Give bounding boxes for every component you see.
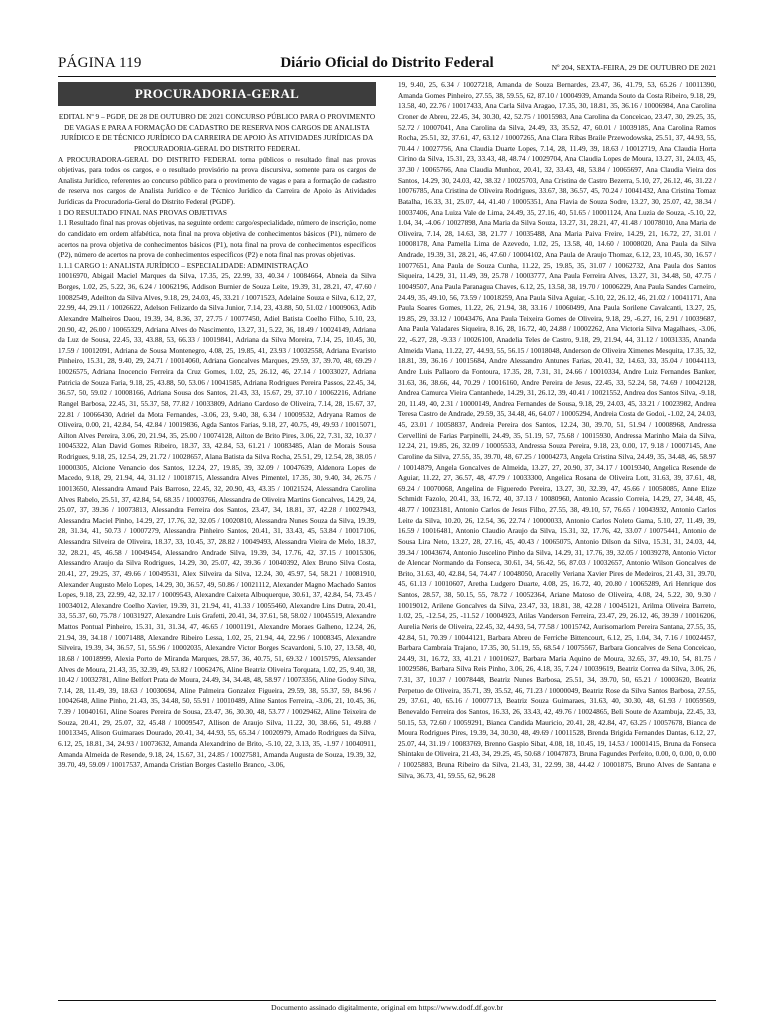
publication-title: Diário Oficial do Distrito Federal <box>280 55 494 71</box>
left-column <box>58 80 376 986</box>
page-footer: Documento assinado digitalmente, original em https://www.dodf.df.gov.br <box>58 1000 716 1015</box>
results-list-right: 19, 9.40, 25, 6.34 / 10027218, Amanda de Souza Bernardes, 23.47, 36, 41.79, 53, 65.26 / 10011390, Amanda Gomes Pinheiro, 27.55, 38, 59.55, 62, 87.10 / 10004939, Amanda Souto da Costa Ribeiro, 9.18, 29, 13.58, 40, 22.76 / 10017433, Ana Carla Silva Aragao, 17.35, 30, 18.81, 35, 36.16 / 10006984, Ana Carolina Croner de Abreu, 22.45, 34, 30.30, 42, 52.75 / 10015983, Ana Carolina da Conceicao, 23.47, 30, 29.25, 35, 52.72 / 10007041, Ana Carolina da Silva, 24.49, 33, 35.52, 47, 60.01 / 10039185, Ana Carolina Ramos Rocha, 25.51, 32, 37.61, 47, 63.12 / 10007265, Ana Clara Ribas Braile Przewodowska, 25.51, 37, 44.93, 55, 70.44 / 10027756, Ana Claudia Duarte Lopes, 7.14, 28, 11.49, 39, 18.63 / 10012719, Ana Claudia Horta Cirino da Silva, 15.31, 23, 33.43, 48, 48.74 / 10029704, Ana Claudia Lopes de Moura, 13.27, 31, 24.03, 45, 37.30 / 10065766, Ana Claudia Munhoz, 20.41, 32, 33.43, 48, 53.84 / 10065697, Ana Claudia Vieira dos Santos, 14.29, 30, 24.03, 42, 38.32 / 10025703, Ana Cristina de Castro Bezerra, 5.10, 27, 26.12, 46, 31.22 / 10076785, Ana Cristina de Oliveira Rodrigues, 33.67, 38, 36.57, 45, 70.24 / 10041432, Ana Cristina Tomaz Batalha, 16.33, 31, 25.07, 44, 41.40 / 10005351, Ana Flavia de Souza Sodre, 13.27, 30, 25.07, 42, 38.34 / 10037406, Ana Luiza Vale de Lima, 24.49, 35, 27.16, 40, 51.65 / 10001124, Ana Luzia de Souza, -5.10, 22, 1.04, 34, -4.06 / 10027898, Ana Maria da Silva Souza, 13.27, 31, 28.21, 47, 41.48 / 10078010, Ana Maria de Oliveira, 7.14, 28, 14.63, 38, 21.77 / 10035488, Ana Maria Paiva Freire, 14.29, 21, 16.72, 27, 31.01 / 10008178, Ana Pamella Lima de Azevedo, 1.02, 25, 13.58, 40, 14.60 / 10008020, Ana Paula da Silva Andrade, 19.39, 31, 28.21, 46, 47.60 / 10004102, Ana Paula de Araujo Thomaz, 6.12, 23, 10.45, 30, 16.57 / 10077651, Ana Paula de Souza Cunha, 11.22, 25, 19.85, 35, 31.07 / 10062732, Ana Paula dos Santos Siqueira, 14.29, 31, 11.49, 39, 25.78 / 10003777, Ana Paula Ferreira Alves, 13.27, 31, 34.48, 50, 47.75 / 10049507, Ana Paula Paranagua Chaves, 6.12, 25, 13.58, 38, 19.70 / 10006229, Ana Paula Sandes Carneiro, 24.49, 35, 49.10, 56, 73.59 / 10018259, Ana Paula Silva Aguiar, -5.10, 22, 26.12, 46, 21.02 / 10041171, Ana Paula Soares Gomes, 11.22, 26, 21.94, 38, 33.16 / 10060499, Ana Paula Sorilene Cavalcanti, 13.27, 25, 19.85, 29, 33.12 / 10043476, Ana Paula Teixeira Gomes de Oliveira, 9.18, 29, -6.27, 16, 2.91 / 10039687, Ana Paula Valadares Siqueira, 8.16, 28, 16.72, 40, 24.88 / 10002262, Ana Victoria Silva Magalhaes, -3.06, 22, -6.27, 28, -9.33 / 10026100, Anadelia Teles de Castro, 9.18, 29, 21.94, 44, 31.12 / 10031335, Ananda Almeida Viana, 11.22, 27, 44.93, 55, 56.15 / 10018048, Anderson de Oliveira Ximenes Mesquita, 17.35, 32, 18.81, 39, 36.16 / 10015684, Andre Alessandro Antunes Farias, 20.41, 32, 14.63, 33, 35.04 / 10044113, Andre Luis Pallaoro da Fontoura, 17.35, 28, 7.31, 31, 24.66 / 10010334, Andre Luiz Fernandes Banker, 31.63, 36, 38.66, 44, 70.29 / 10016160, Andre Pereira de Jesus, 22.45, 33, 52.24, 58, 74.69 / 10042128, Andrea Camurca Vieira Cantanhede, 14.29, 31, 26.12, 39, 40.41 / 10021552, Andrea dos Santos Silva, -9.18, 20, 11.49, 40, 2.31 / 10000149, Andrea Fernandes de Sousa, 9.18, 29, 24.03, 45, 33.21 / 10023982, Andrea Teresa Castro de Andrade, 29.59, 35, 34.48, 46, 64.07 / 10005294, Andreia Costa de Godoi, -1.02, 24, 24.03, 45, 23.01 / 10058837, Andreia Pereira dos Santos, 12.24, 30, 39.70, 51, 51.94 / 10008968, Andressa Cervellini de Farias Parpinelli, 24.49, 35, 51.19, 57, 75.68 / 10015930, Andressa Marinho Maia da Silva, 12.24, 21, 19.85, 26, 32.09 / 10005533, Andressa Souza Pereira, 9.18, 23, 0.00, 17, 9.18 / 10007145, Ane Caroline da Silva, 27.55, 35, 39.70, 48, 67.25 / 10004273, Angela Cristina Silva, 24.49, 35, 34.48, 46, 58.97 / 10014879, Angela Goncalves de Almeida, 13.27, 27, 20.90, 37, 34.17 / 10019340, Angelica Resende de Aguiar, 11.22, 27, 36.57, 48, 47.79 / 10033300, Angelica Rosana de Oliveira Lott, 31.63, 39, 37.61, 48, 69.24 / 10070068, Angelina de Figueredo Pereira, 13.27, 30, 32.39, 47, 45.66 / 10058085, Anne Elize Schmidt Fazolo, 20.41, 33, 16.72, 40, 37.13 / 10080960, Antonio Acassio Correia, 14.29, 27, 34.48, 45, 48.77 / 10023181, Antonio Carlos de Jesus Filho, 27.55, 38, 49.10, 57, 76.65 / 10043932, Antonio Carlos Leite da Silva, 10.20, 26, 12.54, 36, 22.74 / 10000033, Antonio Carlos Noleto Gama, 5.10, 27, 11.49, 39, 16.59 / 10016481, Antonio Claudio Araujo da Silva, 15.31, 32, 17.76, 42, 33.07 / 10075441, Antonio de Sousa Lira Neto, 13.27, 28, 27.16, 45, 40.43 / 10065075, Antonio Dilson da Silva, 15.31, 31, 24.03, 44, 39.34 / 10043674, Antonio Juscelino Pinho da Silva, 14.29, 31, 17.76, 39, 32.05 / 10039278, Antonio Victor de Alencar Normando da Fonseca, 30.61, 34, 56.42, 56, 87.03 / 10032657, Antonio Wilson Goncalves de Brito, 31.63, 40, 42.84, 54, 74.47 / 10048050, Aracelly Veriana Xavier Pires de Medeiros, 21.43, 31, 39.70, 45, 61.13 / 10010607, Aretha Ludgero Duarte, 4.08, 25, 16.72, 40, 20.80 / 10065289, Ari Henrique dos Santos, 28.57, 38, 50.15, 55, 78.72 / 10052364, Ariane Matoso de Oliveira, 4.08, 24, 5.22, 30, 9.30 / 10019012, Arilene Goncalves da Silva, 23.47, 33, 18.81, 38, 42.28 / 10045121, Arilma Oliveira Barreto, 1.02, 25, -12.54, 25, -11.52 / 10004923, Atilas Vanderson Ferreira, 23.47, 29, 26.12, 46, 39.39 / 10016206, Aurelia Neris de Oliveira, 22.45, 32, 44.93, 54, 77.58 / 10015742, Aurisomarlom Pereira Santana, 27.55, 35, 42.84, 51, 70.39 / 10044121, Barbara Abreu de Ferriche Bittencourt, 6.12, 25, 1.04, 34, 7.16 / 10024457, Barbara Cambraia Trajano, 17.35, 30, 51.19, 55, 68.54 / 10075567, Barbara Goncalves de Sena Conceicao, 24.49, 31, 16.72, 33, 41.21 / 10010627, Barbara Maria Aquino de Moura, 32.65, 37, 49.10, 54, 81.75 / 10029586, Barbara Silva Reis Pinho, 3.06, 26, 4.18, 35, 7.24 / 10039619, Beatriz Correa da Silva, 3.06, 26, 7.31, 37, 10.37 / 10078448, Beatriz Nunes Barbosa, 25.51, 34, 39.70, 50, 65.21 / 10003620, Beatriz Perpetuo de Oliveira, 35.71, 39, 35.52, 46, 71.23 / 10000049, Beatriz Rose da Silva Santos Barbosa, 27.55, 29, 37.61, 40, 65.16 / 10007713, Beatriz Souza Guimaraes, 31.63, 40, 30.30, 48, 61.93 / 10059569, Benevaldo Ferreira dos Santos, 16.33, 26, 33.43, 42, 49.76 / 10024865, Beli Soute de Azambuja, 22.45, 33, 50.15, 53, 72.60 / 10059291, Bianca Candida Mauricio, 20.41, 28, 42.84, 47, 63.25 / 10057678, Bianca de Moura Rodrigues Pires, 19.39, 34, 30.30, 48, 49.69 / 10011528, Brenda Brigida Fernandes Dantas, 6.12, 27, 25.07, 44, 31.19 / 10083769, Brenno Gaspio Sibat, 4.08, 18, 10.45, 19, 14.53 / 10001415, Bruna da Fonseca Shintaku de Oliveira, 21.43, 34, 29.25, 45, 50.68 / 10047873, Bruna Fagundes Perfeito, 0.00, 0, 0.00, 0, 0.00 / 10025883, Bruna Ribeiro da Silva, 21.43, 31, 22.99, 38, 44.42 / 10001875, Bruno Alves de Santana e Silva, 36.73, 41, 59.55, 62, 96.28 <box>398 80 716 780</box>
item-1: 1 DO RESULTADO FINAL NAS PROVAS OBJETIVAS <box>58 207 227 217</box>
edition-date: Nº 204, SEXTA-FEIRA, 29 DE OUTUBRO DE 2021 <box>551 63 716 72</box>
item-1-1: 1.1 Resultado final nas provas objetivas, na seguinte ordem: cargo/especialidade, número de inscrição, nome do candidato em ordem alfabética, nota final na prova objetiva de conhecimentos básicos (P1), número de acertos na prova objetiva de conhecimentos básicos (P1), nota final na prova de conhecimentos específicos (P2), número de acertos na prova de conhecimentos específicos (P2) e nota final nas provas objetivas. <box>58 218 376 260</box>
edital-intro: A PROCURADORA-GERAL DO DISTRITO FEDERAL torna públicos o resultado final nas provas objetivas, para todos os cargos, e o resultado provisório na prova discursiva, somente para os cargos de Analista Jurídico, referentes ao concurso público para o provimento de vagas e para a formação de cadastro de reserva nos cargos de Analista Jurídico e de Técnico Jurídico da Carreira de Apoio às Atividades Jurídicas da Procuradoria-Geral do Distrito Federal (PGDF). <box>58 154 376 206</box>
right-column <box>398 80 716 986</box>
item-1-1-1: 1.1.1 CARGO 1: ANALISTA JURÍDICO – ESPECIALIDADE: ADMINISTRAÇÃO <box>58 260 309 270</box>
edital-heading: EDITAL Nº 9 – PGDF, DE 28 DE OUTUBRO DE 2021 CONCURSO PÚBLICO PARA O PROVIMENTO DE VAGAS E PARA A FORMAÇÃO DE CADASTRO DE RESERVA NOS CARGOS DE ANALISTA JURÍDICO E DE TÉCNICO JURÍDICO DA CARREIRA DE APOIO ÀS ATIVIDADES JURÍDICAS DA PROCURADORIA-GERAL DO DISTRITO FEDERAL <box>58 112 376 153</box>
section-title: PROCURADORIA-GERAL <box>58 82 376 106</box>
results-list-left: 10016970, Abigail Maciel Marques da Silva, 17.35, 25, 22.99, 33, 40.34 / 10084664, Abneia da Silva Borges, 1.02, 25, 5.22, 36, 6.24 / 10062196, Addison Burnier de Souza Leite, 19.39, 31, 28.21, 47, 47.60 / 10082549, Adeilton da Silva Alves, 9.18, 29, 24.03, 45, 33.21 / 10071523, Adelaine Souza e Silva, 6.12, 27, 22.99, 44, 29.11 / 10026622, Adelson Felizardo da Silva Junior, 7.14, 23, 43.88, 50, 51.02 / 10009063, Adib Alexandre Malheiros Daou, 19.39, 34, 8.36, 37, 27.75 / 10077450, Adiel Batista Coelho Filho, 5.10, 23, 20.90, 42, 26.00 / 10065329, Adriana Alves do Nascimento, 13.27, 31, 5.22, 36, 18.49 / 10024149, Adriana da Luz de Sousa, 22.45, 33, 43.88, 53, 66.33 / 10019841, Adriana da Silva Moreira, 7.14, 25, 10.45, 30, 17.59 / 10012091, Adriana de Sousa Montenegro, 4.08, 25, 19.85, 41, 23.93 / 10032558, Adriana Evaristo Pinheiro, 15.31, 28, 9.40, 29, 24.71 / 10014060, Adriana Goncalves Marques, 29.59, 37, 39.70, 48, 69.29 / 10026575, Adriana Inocencio Ferreira da Cruz Gomes, 1.02, 25, 26.12, 46, 27.14 / 10033027, Adriana Patricia de Souza Faria, 9.18, 25, 43.88, 50, 53.06 / 10041585, Adriana Rodrigues Pereira Passos, 22.45, 34, 36.57, 50, 59.02 / 10008166, Adriana Sousa dos Santos, 21.43, 33, 15.67, 29, 37.10 / 10062216, Adriane Rangel Barbosa, 22.45, 31, 55.37, 58, 77.82 / 10033809, Adriano Cardoso de Oliveira, 7.14, 28, 15.67, 37, 22.81 / 10066430, Adriel da Mota Fernandes, -3.06, 23, 9.40, 38, 6.34 / 10009532, Adryana Ramos de Oliveira, 0.00, 21, 42.84, 54, 42.84 / 10019836, Agda Santos Farias, 9.18, 27, 40.75, 49, 49.93 / 10015071, Ailton Alves Pereira, 3.06, 20, 21.94, 35, 25.00 / 10074128, Ailton de Brito Pires, 3.06, 22, 7.31, 32, 10.37 / 10045322, Alan David Gomes Ribeiro, 18.37, 33, 42.84, 53, 61.21 / 10083485, Alan de Morais Sousa Rodrigues, 9.18, 25, 12.54, 29, 21.72 / 10028657, Alana Batista da Silva Rocha, 25.51, 29, 12.54, 28, 38.05 / 10000305, Alcione Venancio dos Santos, 12.24, 27, 19.85, 39, 32.09 / 10047639, Aldenora Lopes de Macedo, 9.18, 29, 21.94, 44, 31.12 / 10018715, Alessandra Alves Pimentel, 17.35, 30, 9.40, 34, 26.75 / 10013650, Alessandra Amaud Pais Barroso, 22.45, 32, 20.90, 43, 43.35 / 10021524, Alessandra Carolina Alves Rabelo, 25.51, 37, 42.84, 54, 68.35 / 10003766, Alessandra de Oliveira Martins Goncalves, 14.29, 24, 25.07, 37, 39.36 / 10073813, Alessandra Ferreira dos Santos, 23.47, 34, 18.81, 37, 42.28 / 10027943, Alessandra Maciel Pinho, 14.29, 27, 17.76, 32, 32.05 / 10020810, Alessandra Nunes Souza da Silva, 19.39, 28, 31.34, 41, 50.73 / 10007279, Alessandra Pinheiro Santos, 20.41, 31, 33.43, 45, 53.84 / 10017106, Alessandra Silveira de Oliveira, 18.37, 33, 10.45, 37, 28.82 / 10049493, Alessandra Vieira de Melo, 18.37, 32, 28.21, 45, 46.58 / 10049454, Alessandro Andrade Silva, 19.39, 34, 17.76, 42, 37.15 / 10015306, Alessandro Araujo da Silva Rodrigues, 14.29, 30, 25.07, 42, 39.36 / 10040392, Alex Bruno Silva Costa, 20.41, 27, 29.25, 37, 49.66 / 10049531, Alex Silveira da Silva, 12.24, 30, 45.97, 54, 58.21 / 10081910, Alexander Augusto Melo Lopes, 14.29, 30, 36.57, 49, 50.86 / 10021112, Alexander Magno Machado Santos Lopes, 9.18, 23, 22.99, 42, 32.17 / 10009543, Alexandre Caixeta Albuquerque, 30.61, 37, 42.84, 54, 73.45 / 10034012, Alexandre Coelho Xavier, 19.39, 31, 21.94, 41, 41.33 / 10055460, Alexandre Lins Dutra, 20.41, 33, 55.37, 60, 75.78 / 10031927, Alexandre Luis Grafetti, 20.41, 34, 37.61, 58, 58.02 / 10045519, Alexandre Mattos Pontual Pinheiro, 15.31, 31, 31.34, 47, 46.65 / 10001191, Alexandre Moraes Galheno, 12.24, 26, 21.94, 39, 34.18 / 10071488, Alexandre Ribeiro Lessa, 1.02, 25, 21.94, 44, 22.96 / 10008345, Alexandre Silveira, 19.39, 34, 36.57, 51, 55.96 / 10002035, Alexandre Victor Borges Scavardoni, 5.10, 27, 13.58, 40, 18.68 / 10018999, Alexia Porto de Miranda Marques, 28.57, 36, 40.75, 51, 69.32 / 10015795, Alexsander Alves de Moura, 21.43, 35, 32.39, 49, 53.82 / 10062476, Aline Beatriz Oliveira Torquata, 1.02, 25, 9.40, 38, 10.42 / 10032781, Aline Belfort Prata de Moura, 24.49, 34, 34.48, 48, 58.97 / 10073356, Aline Godoy Silva, 7.14, 28, 11.49, 39, 18.63 / 10030694, Aline Palmeira Gonzalez Figueira, 29.59, 38, 55.37, 59, 84.96 / 10042648, Aline Pinho, 21.43, 35, 34.48, 50, 55.91 / 10010489, Aline Santos Ferreira, -3.06, 21, 10.45, 36, 7.39 / 10040161, Aline Soares Pereira de Sousa, 23.47, 36, 30.30, 48, 53.77 / 10029462, Aline Teixeira de Souza, 20.41, 29, 25.07, 32, 45.48 / 10009547, Allison de Araujo Silva, 11.22, 30, 38.66, 51, 49.88 / 10013345, Alison Guimaraes Dourado, 20.41, 34, 44.93, 55, 65.34 / 10020979, Amado Rodrigues da Silva, 6.12, 25, 18.81, 34, 24.93 / 10073632, Amanda Alexandrino de Brito, -5.10, 22, 3.13, 35, -1.97 / 10040911, Amanda Almeida de Resende, 9.18, 24, 15.67, 31, 24.85 / 10027581, Amanda Augusta de Souza, 19.39, 32, 39.70, 49, 59.09 / 10017537, Amanda Cristian Borges Castello Branco, -3.06, <box>58 271 376 770</box>
page-header <box>58 48 716 77</box>
page-number: PÁGINA 119 <box>58 55 142 71</box>
